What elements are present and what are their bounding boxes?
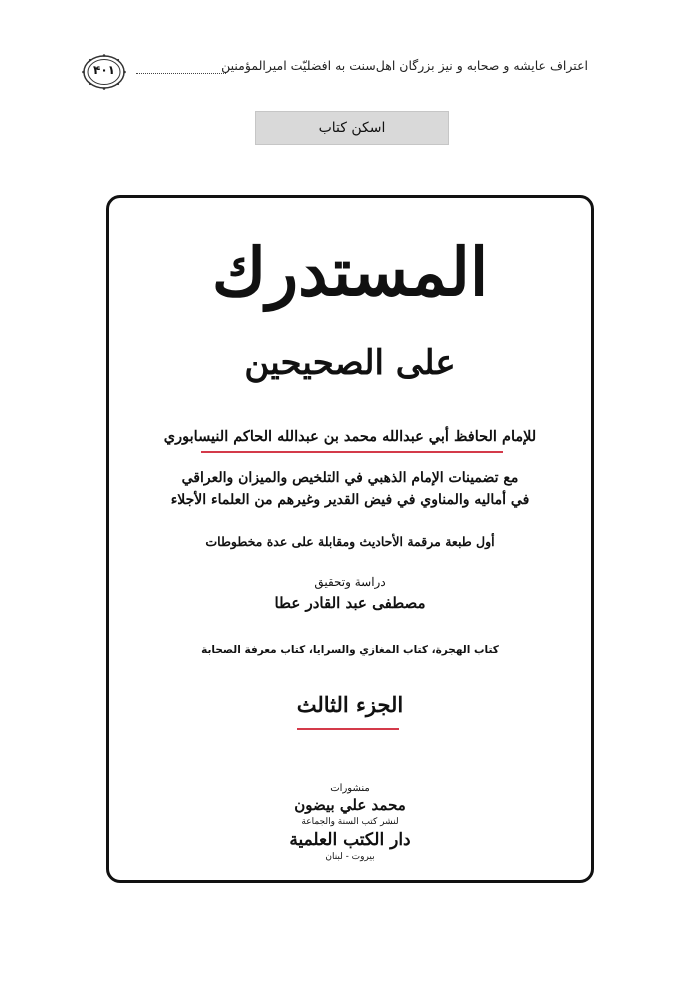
description-line-2: في أماليه والمناوي في فيض القدير وغيرهم من العلماء الأجلاء [170,492,530,508]
description-line-1: مع تضمينات الإمام الذهبي في التلخيص والميزان والعراقي [181,470,519,486]
study-label: دراسة وتحقيق [314,575,386,589]
book-editor: مصطفى عبد القادر عطا [274,594,426,612]
page-number: ۴۰۱ [93,63,115,77]
book-subtitle: على الصحيحين [244,343,456,383]
author-underline [201,451,503,453]
book-contents: كتاب الهجرة، كتاب المغازي والسرايا، كتاب معرفة الصحابة [201,644,499,656]
header-dotted-rule [136,73,226,74]
book-title: المستدرك [211,233,489,311]
publisher-label: منشورات [330,783,370,794]
publisher-subtitle: لنشر كتب السنة والجماعة [301,817,399,827]
book-author: للإمام الحافظ أبي عبدالله محمد بن عبدالله الحاكم النيسابوري [163,428,537,445]
page-number-badge [82,54,126,90]
volume-underline [297,728,399,730]
book-description [109,467,591,511]
book-volume: الجزء الثالث [296,692,404,717]
publisher-city: بيروت - لبنان [325,852,375,862]
running-header: اعتراف عایشه و صحابه و نیز بزرگان اهل‌سنت به افضلیّت امیرالمؤمنین [221,58,588,73]
publisher-name: محمد علي بيضون [294,796,406,814]
edition-note: أول طبعة مرقمة الأحاديث ومقابلة على عدة مخطوطات [205,534,495,549]
book-cover-scan [106,195,594,883]
scan-label: اسکن کتاب [255,111,449,145]
publisher-house: دار الكتب العلمية [289,830,411,850]
